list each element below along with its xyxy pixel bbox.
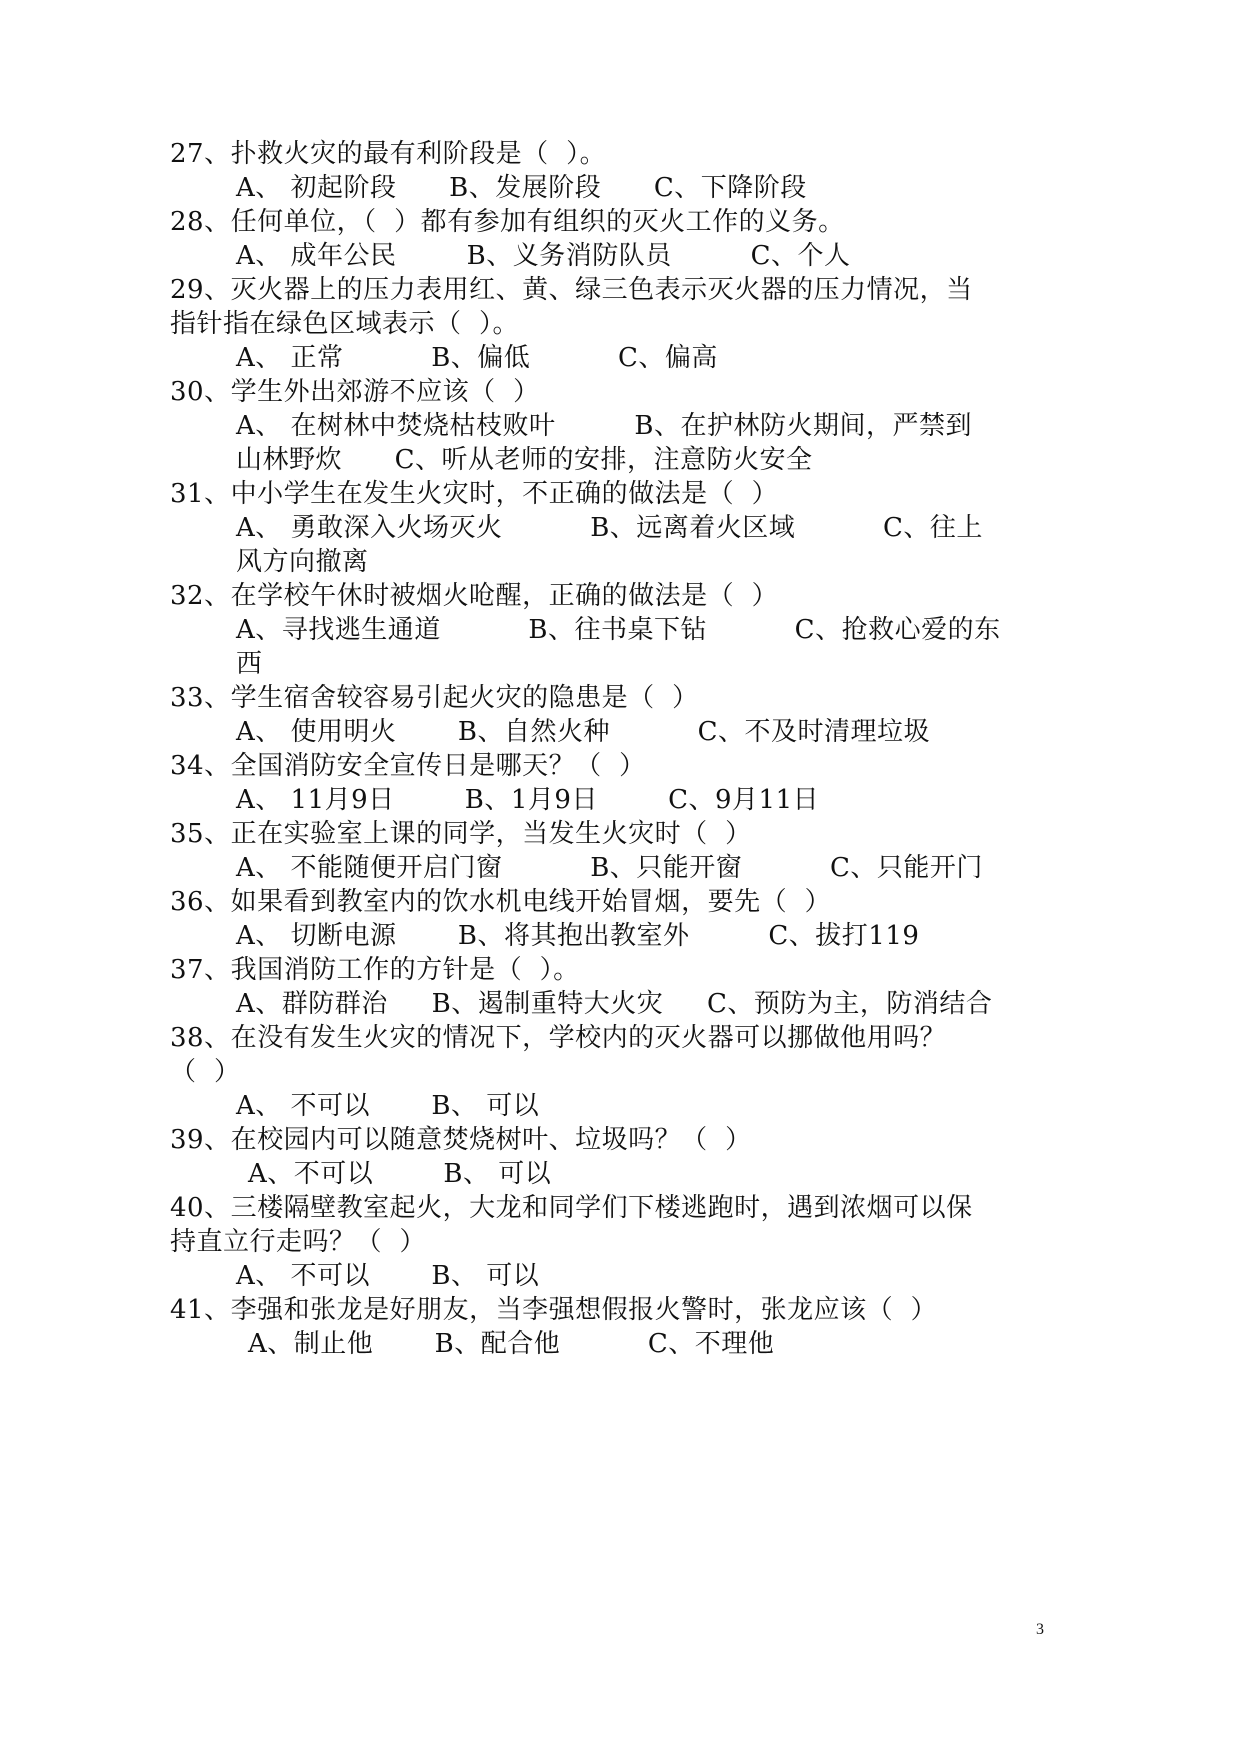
question-36-options: A、 切断电源 B、将其抱出教室外 C、拔打119	[236, 921, 920, 951]
question-30: 30、学生外出郊游不应该（ ）	[170, 377, 540, 407]
question-28-options: A、 成年公民 B、义务消防队员 C、个人	[236, 241, 851, 271]
question-38-cont: （ ）	[170, 1057, 241, 1087]
question-38: 38、在没有发生火灾的情况下，学校内的灭火器可以挪做他用吗？	[170, 1023, 947, 1053]
question-33-options: A、 使用明火 B、自然火种 C、不及时清理垃圾	[236, 717, 931, 747]
question-32-options-cont: 西	[236, 649, 263, 679]
question-33: 33、学生宿舍较容易引起火灾的隐患是（ ）	[170, 683, 699, 713]
question-39-options: A、不可以 B、 可以	[248, 1159, 552, 1189]
question-29-options: A、 正常 B、偏低 C、偏高	[236, 343, 718, 373]
page-number: 3	[1036, 1621, 1044, 1638]
question-40: 40、三楼隔壁教室起火，大龙和同学们下楼逃跑时，遇到浓烟可以保	[170, 1193, 973, 1223]
question-31-options-cont: 风方向撤离	[236, 547, 369, 577]
question-38-options: A、 不可以 B、 可以	[236, 1091, 540, 1121]
question-27-options: A、 初起阶段 B、发展阶段 C、下降阶段	[236, 173, 807, 203]
question-34: 34、全国消防安全宣传日是哪天？（ ）	[170, 751, 646, 781]
question-34-options: A、 11月9日 B、1月9日 C、9月11日	[236, 785, 820, 815]
question-37-options: A、群防群治 B、遏制重特大火灾 C、预防为主，防消结合	[236, 989, 993, 1019]
question-39: 39、在校园内可以随意焚烧树叶、垃圾吗？（ ）	[170, 1125, 752, 1155]
question-32-options: A、寻找逃生通道 B、往书桌下钻 C、抢救心爱的东	[236, 615, 1001, 645]
question-35-options: A、 不能随便开启门窗 B、只能开窗 C、只能开门	[236, 853, 983, 883]
question-32: 32、在学校午休时被烟火呛醒，正确的做法是（ ）	[170, 581, 779, 611]
question-40-options: A、 不可以 B、 可以	[236, 1261, 540, 1291]
question-30-options: A、 在树林中焚烧枯枝败叶 B、在护林防火期间，严禁到	[236, 411, 973, 441]
question-41: 41、李强和张龙是好朋友，当李强想假报火警时，张龙应该（ ）	[170, 1295, 938, 1325]
question-29: 29、灭火器上的压力表用红、黄、绿三色表示灭火器的压力情况，当	[170, 275, 973, 305]
question-37: 37、我国消防工作的方针是（ ）。	[170, 955, 580, 985]
question-29-cont: 指针指在绿色区域表示（ ）。	[170, 309, 520, 339]
question-35: 35、正在实验室上课的同学，当发生火灾时（ ）	[170, 819, 752, 849]
question-36: 36、如果看到教室内的饮水机电线开始冒烟，要先（ ）	[170, 887, 832, 917]
question-27: 27、扑救火灾的最有利阶段是（ ）。	[170, 139, 607, 169]
question-40-cont: 持直立行走吗？（ ）	[170, 1227, 427, 1257]
question-28: 28、任何单位，（ ）都有参加有组织的灭火工作的义务。	[170, 207, 845, 237]
question-30-options-cont: 山林野炊 C、听从老师的安排，注意防火安全	[236, 445, 813, 475]
question-31-options: A、 勇敢深入火场灭火 B、远离着火区域 C、往上	[236, 513, 983, 543]
question-31: 31、中小学生在发生火灾时，不正确的做法是（ ）	[170, 479, 779, 509]
question-41-options: A、制止他 B、配合他 C、不理他	[248, 1329, 775, 1359]
